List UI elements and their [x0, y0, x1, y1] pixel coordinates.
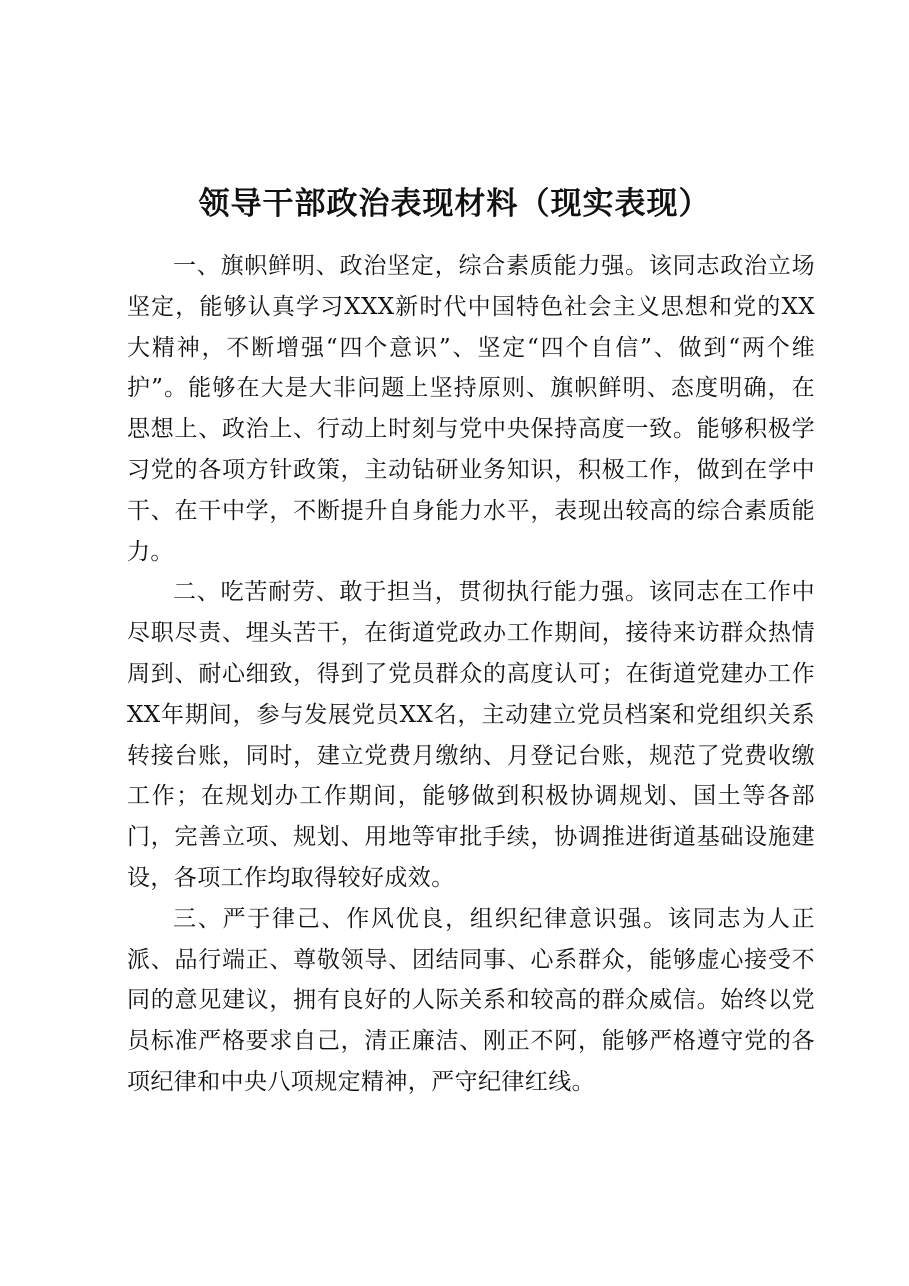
document-body: [127, 246, 815, 1103]
document-title: 领导干部政治表现材料（现实表现）: [198, 185, 711, 222]
paragraph-2: 二、吃苦耐劳、敢于担当，贯彻执行能力强。该同志在工作中尽职尽责、埋头苦干，在街道党政办工作期间，接待来访群众热情周到、耐心细致，得到了党员群众的高度认可；在街道党建办工作XX年期间，参与发展党员XX名，主动建立党员档案和党组织关系转接台账，同时，建立党费月缴纳、月登记台账，规范了党费收缴工作；在规划办工作期间，能够做到积极协调规划、国土等各部门，完善立项、规划、用地等审批手续，协调推进街道基础设施建设，各项工作均取得较好成效。: [127, 579, 815, 891]
paragraph-1: 一、旗帜鲜明、政治坚定，综合素质能力强。该同志政治立场坚定，能够认真学习XXX新时代中国特色社会主义思想和党的XX大精神，不断增强“四个意识”、坚定“四个自信”、做到“两个维护”。能够在大是大非问题上坚持原则、旗帜鲜明、态度明确，在思想上、政治上、行动上时刻与党中央保持高度一致。能够积极学习党的各项方针政策，主动钻研业务知识，积极工作，做到在学中干、在干中学，不断提升自身能力水平，表现出较高的综合素质能力。: [127, 253, 815, 565]
paragraph-3: 三、严于律己、作风优良，组织纪律意识强。该同志为人正派、品行端正、尊敬领导、团结同事、心系群众，能够虚心接受不同的意见建议，拥有良好的人际关系和较高的群众威信。始终以党员标准严格要求自己，清正廉洁、刚正不阿，能够严格遵守党的各项纪律和中央八项规定精神，严守纪律红线。: [127, 905, 815, 1095]
